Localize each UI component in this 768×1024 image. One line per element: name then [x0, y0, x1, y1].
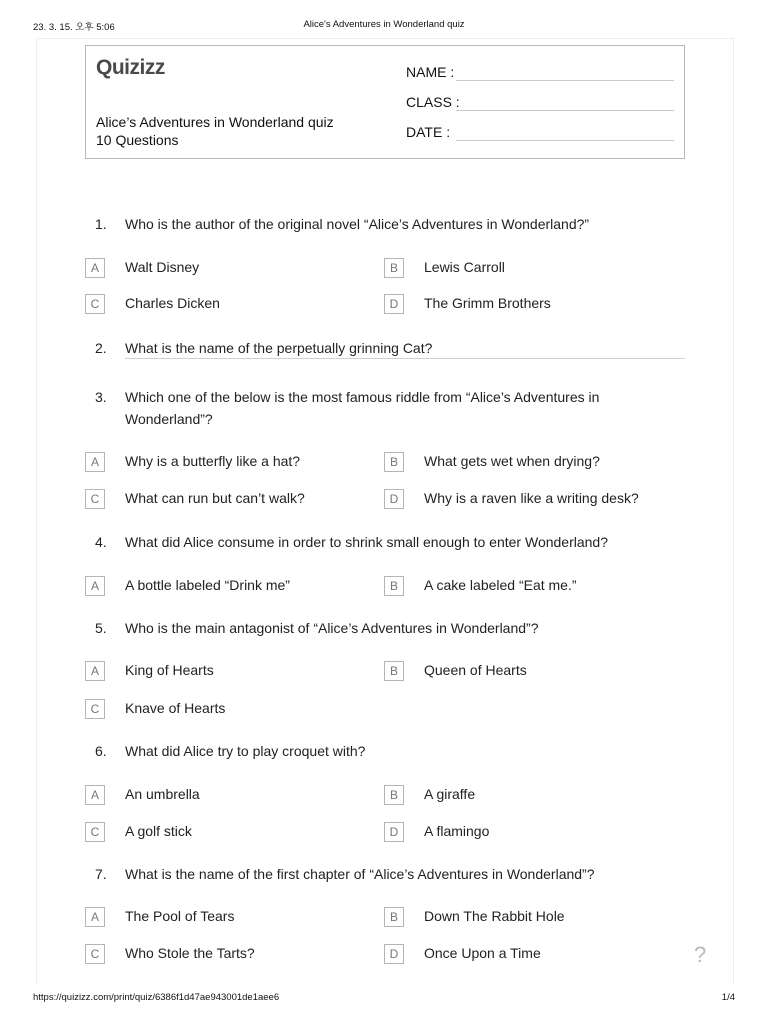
svg-text:Quizizz: Quizizz — [96, 56, 165, 79]
question-number: 1. — [95, 216, 107, 232]
answer-line — [125, 358, 685, 359]
option-letter-box: D — [384, 822, 404, 842]
question-number: 3. — [95, 389, 107, 405]
option-letter-box: A — [85, 576, 105, 596]
option-letter-box: B — [384, 452, 404, 472]
question-text: What is the name of the first chapter of “Alice’s Adventures in Wonderland”? — [125, 866, 595, 882]
worksheet-header — [85, 45, 685, 159]
question-number: 2. — [95, 340, 107, 356]
print-date: 23. 3. 15. 오후 5:06 — [33, 22, 115, 33]
question-text: What is the name of the perpetually grinning Cat? — [125, 340, 433, 356]
question-number: 4. — [95, 534, 107, 550]
option-letter-box: D — [384, 489, 404, 509]
option-letter-box: C — [85, 699, 105, 719]
question-number: 6. — [95, 743, 107, 759]
option-letter-box: A — [85, 785, 105, 805]
option-letter-box: A — [85, 907, 105, 927]
option-text: Lewis Carroll — [424, 259, 505, 275]
option-letter-box: B — [384, 907, 404, 927]
option-letter-box: C — [85, 822, 105, 842]
option-text: A flamingo — [424, 823, 490, 839]
option-letter-box: B — [384, 785, 404, 805]
option-text: Once Upon a Time — [424, 945, 541, 961]
option-text: A cake labeled “Eat me.” — [424, 577, 577, 593]
option-text: The Pool of Tears — [125, 908, 235, 924]
option-text: Charles Dicken — [125, 295, 220, 311]
option-text: Why is a butterfly like a hat? — [125, 453, 301, 469]
option-letter-box: C — [85, 294, 105, 314]
question-text-line-2: Wonderland”? — [125, 411, 213, 427]
option-letter-box: A — [85, 452, 105, 472]
question-number: 5. — [95, 620, 107, 636]
question-mark-icon[interactable]: ? — [694, 942, 707, 967]
worksheet-page — [36, 38, 734, 985]
class-label: CLASS : — [406, 94, 460, 110]
option-letter-box: C — [85, 944, 105, 964]
class-line — [456, 110, 674, 111]
print-title: Alice's Adventures in Wonderland quiz — [303, 19, 465, 30]
option-letter-box: C — [85, 489, 105, 509]
date-label: DATE : — [406, 124, 451, 140]
question-text: Who is the author of the original novel “Alice’s Adventures in Wonderland?” — [125, 216, 590, 232]
print-url: https://quizizz.com/print/quiz/6386f1d47ae943001de1aee6 — [33, 992, 280, 1003]
option-text: Queen of Hearts — [424, 662, 527, 678]
quiz-title: Alice’s Adventures in Wonderland quiz — [96, 114, 334, 130]
option-text: Why is a raven like a writing desk? — [424, 490, 639, 506]
option-letter-box: D — [384, 294, 404, 314]
page-number: 1/4 — [721, 992, 735, 1003]
option-letter-box: B — [384, 661, 404, 681]
option-text: The Grimm Brothers — [424, 295, 551, 311]
option-text: What gets wet when drying? — [424, 453, 600, 469]
question-number: 7. — [95, 866, 107, 882]
option-letter-box: B — [384, 576, 404, 596]
quizizz-logo-icon — [96, 54, 176, 80]
question-text: Who is the main antagonist of “Alice’s Adventures in Wonderland”? — [125, 620, 539, 636]
option-text: Down The Rabbit Hole — [424, 908, 565, 924]
question-count: 10 Questions — [96, 132, 179, 148]
name-line — [456, 80, 674, 81]
option-letter-box: D — [384, 944, 404, 964]
option-letter-box: B — [384, 258, 404, 278]
option-text: An umbrella — [125, 786, 200, 802]
option-text: A giraffe — [424, 786, 476, 802]
question-text-line-1: Which one of the below is the most famous riddle from “Alice’s Adventures in — [125, 389, 600, 405]
name-label: NAME : — [406, 64, 455, 80]
print-header — [0, 19, 768, 33]
date-line — [456, 140, 674, 141]
option-text: What can run but can’t walk? — [125, 490, 305, 506]
option-text: A bottle labeled “Drink me” — [125, 577, 290, 593]
question-text: What did Alice consume in order to shrink small enough to enter Wonderland? — [125, 534, 609, 550]
option-text: Knave of Hearts — [125, 700, 226, 716]
option-text: A golf stick — [125, 823, 192, 839]
option-text: King of Hearts — [125, 662, 214, 678]
question-text: What did Alice try to play croquet with? — [125, 743, 366, 759]
option-text: Walt Disney — [125, 259, 200, 275]
option-letter-box: A — [85, 661, 105, 681]
option-letter-box: A — [85, 258, 105, 278]
option-text: Who Stole the Tarts? — [125, 945, 255, 961]
